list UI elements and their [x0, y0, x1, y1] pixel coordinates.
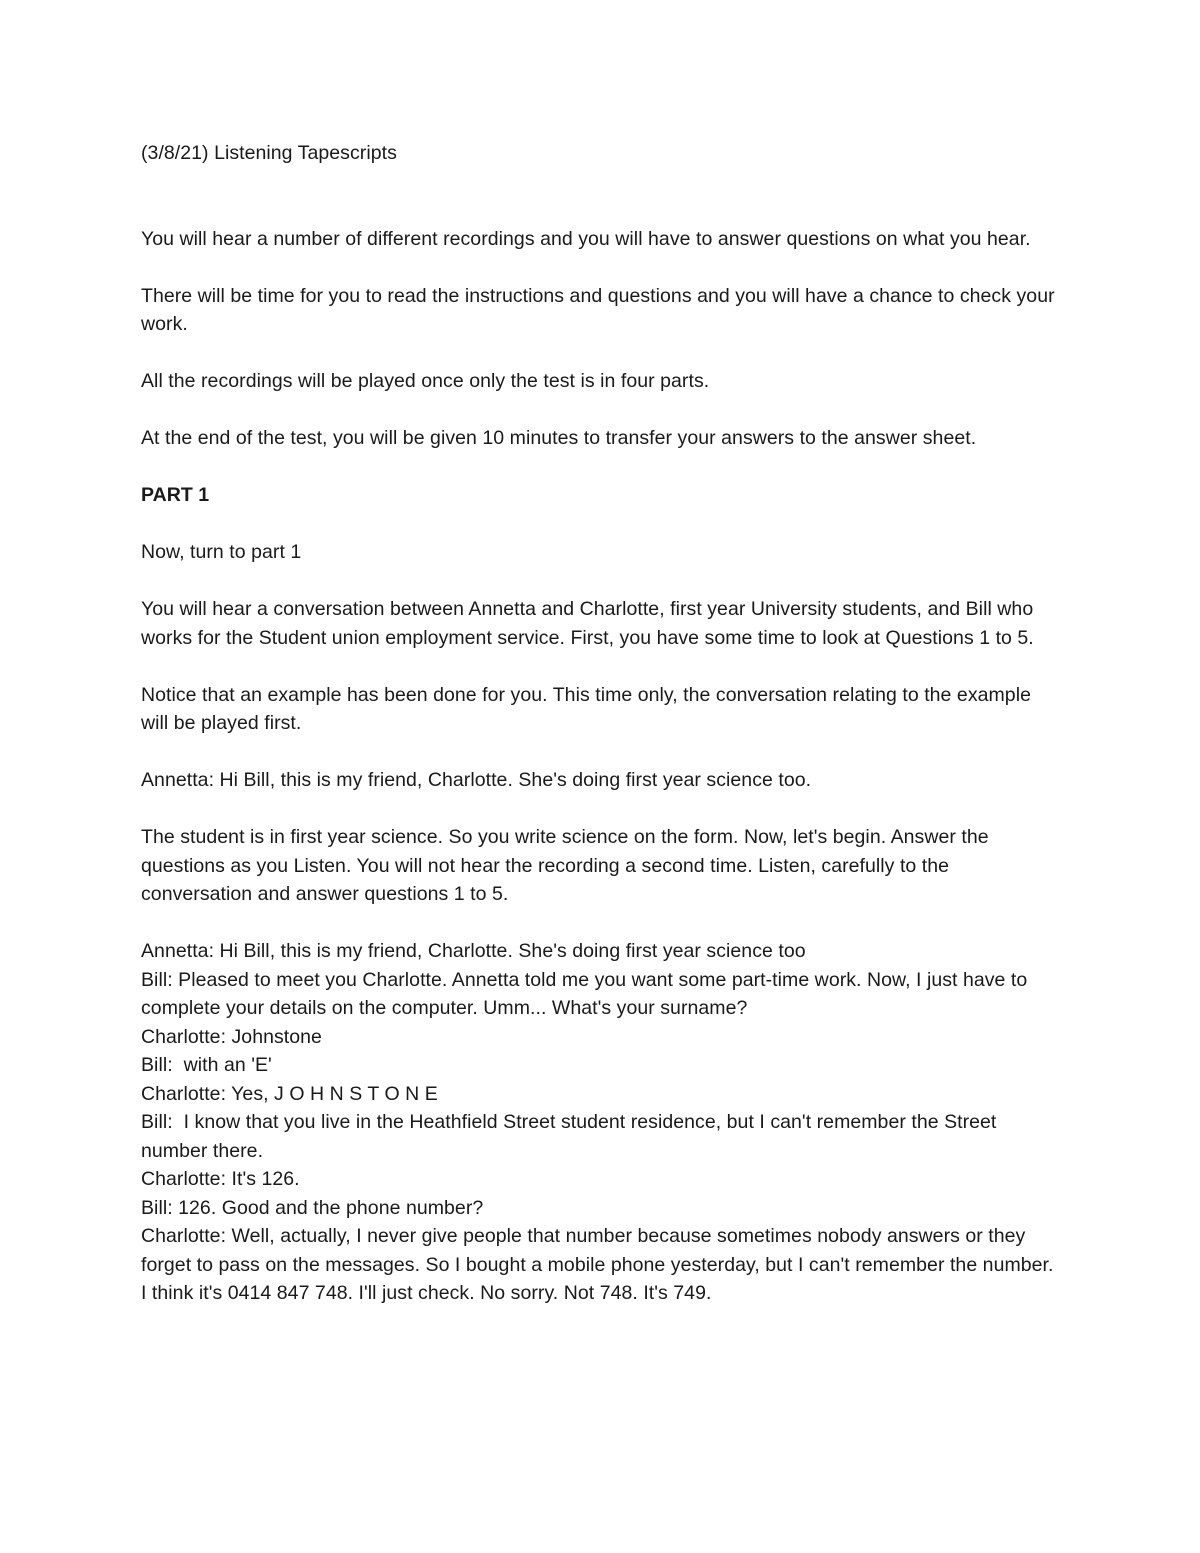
part-paragraph-1: Now, turn to part 1 — [141, 541, 302, 563]
intro-paragraph-4: At the end of the test, you will be given 10 minutes to transfer your answers to the answer sheet. — [141, 427, 977, 449]
dialogue-line: Charlotte: It's 126. — [141, 1168, 300, 1190]
part-paragraph-5: The student is in first year science. So you write science on the form. Now, let's begin. Answer the questions as you Listen. You will not hear the recording a second time. Listen, carefully to the conversation and answer questions 1 to 5. — [141, 826, 989, 905]
part-heading: PART 1 — [141, 484, 210, 506]
dialogue-line: Bill: 126. Good and the phone number? — [141, 1196, 484, 1219]
document-page — [141, 139, 1061, 1308]
dialogue-line: Charlotte: Johnstone — [141, 1025, 322, 1048]
part-paragraph-4: Annetta: Hi Bill, this is my friend, Charlotte. She's doing first year science too. — [141, 769, 812, 791]
document-title: (3/8/21) Listening Tapescripts — [141, 142, 397, 164]
dialogue-block — [141, 937, 1061, 1308]
dialogue-line: Bill: with an 'E' — [141, 1054, 272, 1076]
part-paragraph-3: Notice that an example has been done for you. This time only, the conversation relating to the example will be played first. — [141, 683, 1031, 734]
part-paragraph-2: You will hear a conversation between Annetta and Charlotte, first year University students, and Bill who works for the Student union employment service. First, you have some time to look at Questions 1 to 5. — [141, 598, 1034, 649]
intro-paragraph-1: You will hear a number of different recordings and you will have to answer questions on what you hear. — [141, 227, 1031, 250]
dialogue-line: Charlotte: Yes, J O H N S T O N E — [141, 1082, 438, 1105]
dialogue-line: Bill: I know that you live in the Heathfield Street student residence, but I can't remember the Street number there. — [141, 1111, 1002, 1162]
dialogue-line: Charlotte: Well, actually, I never give people that number because sometimes nobody answers or they forget to pass on the messages. So I bought a mobile phone yesterday, but I can't remember the number. I think it's 0414 847 748. I'll just check. No sorry. Not 748. It's 749. — [141, 1225, 1054, 1304]
intro-paragraph-3: All the recordings will be played once only the test is in four parts. — [141, 370, 710, 392]
dialogue-line: Bill: Pleased to meet you Charlotte. Annetta told me you want some part-time work. Now, I just have to complete your details on the computer. Umm... What's your surname? — [141, 968, 1028, 1019]
intro-paragraph-2: There will be time for you to read the instructions and questions and you will have a chance to check your work. — [141, 284, 1055, 335]
dialogue-line: Annetta: Hi Bill, this is my friend, Charlotte. She's doing first year science too — [141, 940, 806, 962]
